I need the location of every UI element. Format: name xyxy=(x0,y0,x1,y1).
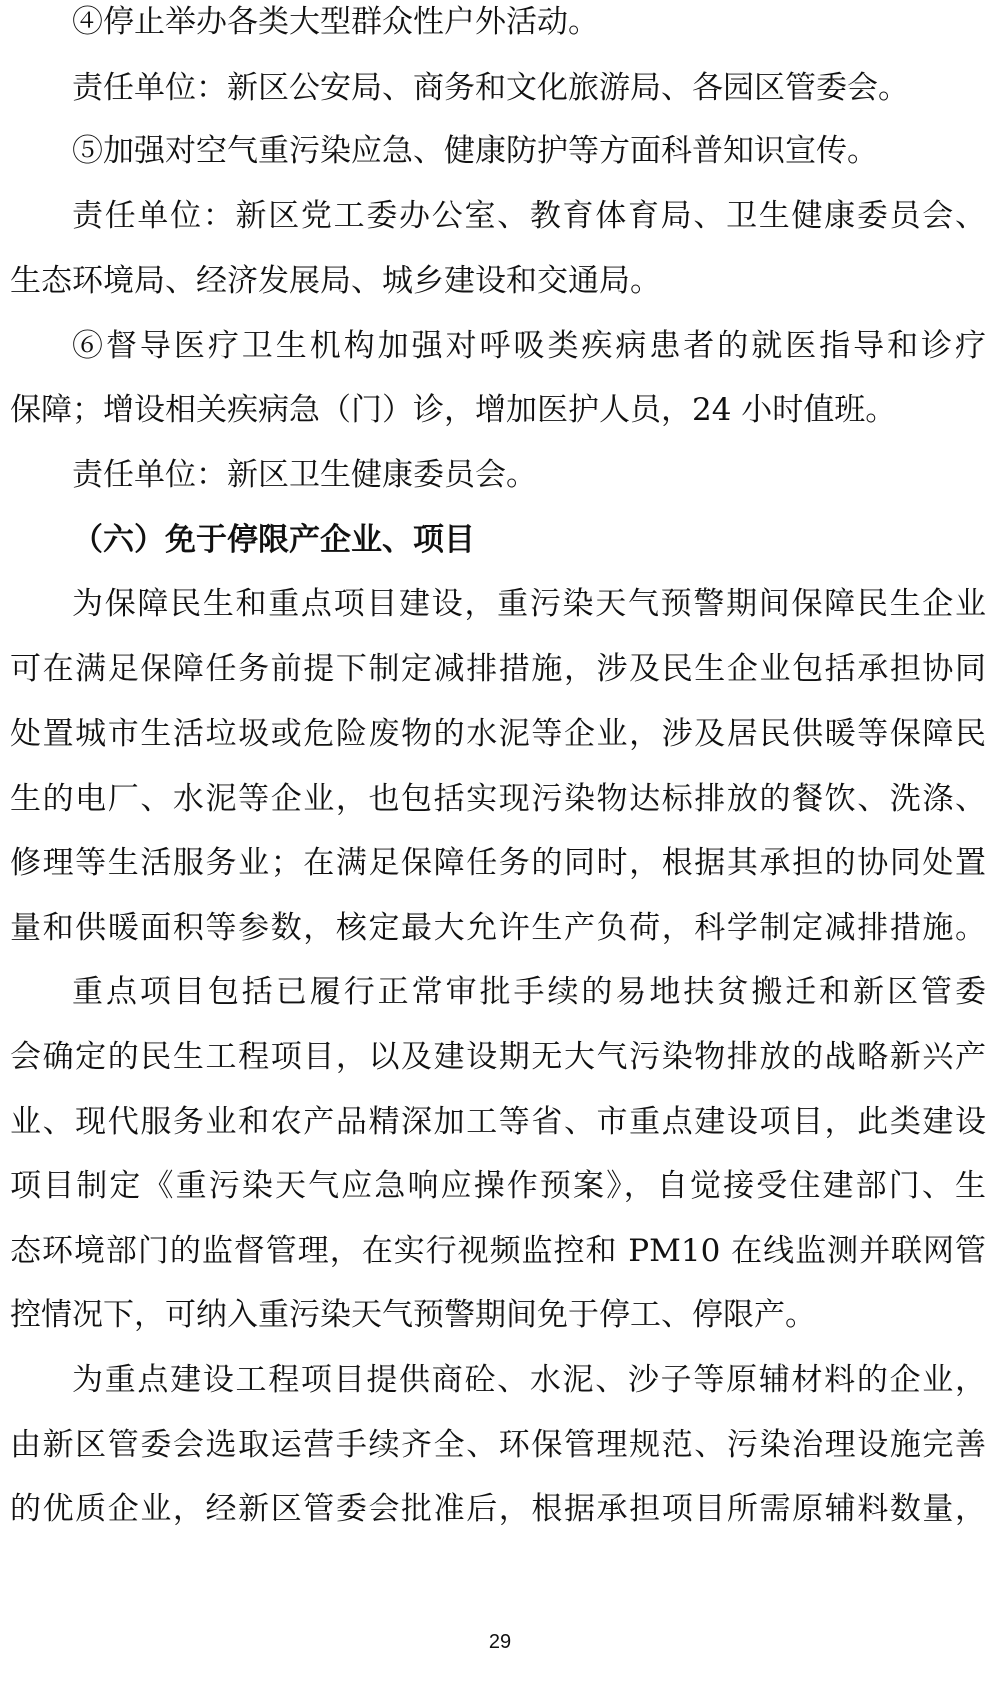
text-line: 责任单位：新区卫生健康委员会。 xyxy=(72,457,537,493)
text-line: ④停止举办各类大型群众性户外活动。 xyxy=(72,4,599,40)
text-line: 态环境部门的监督管理，在实行视频监控和 PM10 在线监测并联网管 xyxy=(10,1233,986,1269)
text-line: 项目制定《重污染天气应急响应操作预案》，自觉接受住建部门、生 xyxy=(10,1168,986,1204)
text-line: 会确定的民生工程项目，以及建设期无大气污染物排放的战略新兴产 xyxy=(10,1039,986,1075)
text-line: 生态环境局、经济发展局、城乡建设和交通局。 xyxy=(10,263,661,299)
text-line: 生的电厂、水泥等企业，也包括实现污染物达标排放的餐饮、洗涤、 xyxy=(10,781,986,817)
text-line: 保障；增设相关疾病急（门）诊，增加医护人员，24 小时值班。 xyxy=(10,392,897,428)
text-line: 业、现代服务业和农产品精深加工等省、市重点建设项目，此类建设 xyxy=(10,1104,986,1140)
text-line: 重点项目包括已履行正常审批手续的易地扶贫搬迁和新区管委 xyxy=(72,974,986,1010)
text-line: 的优质企业，经新区管委会批准后，根据承担项目所需原辅料数量， xyxy=(10,1491,986,1527)
text-line: 控情况下，可纳入重污染天气预警期间免于停工、停限产。 xyxy=(10,1297,816,1333)
text-line: 可在满足保障任务前提下制定减排措施，涉及民生企业包括承担协同 xyxy=(10,651,986,687)
text-line: ⑤加强对空气重污染应急、健康防护等方面科普知识宣传。 xyxy=(72,133,878,169)
text-line: 为重点建设工程项目提供商砼、水泥、沙子等原辅材料的企业， xyxy=(72,1362,986,1398)
text-line: 修理等生活服务业；在满足保障任务的同时，根据其承担的协同处置 xyxy=(10,845,986,881)
text-line: 责任单位：新区党工委办公室、教育体育局、卫生健康委员会、 xyxy=(72,198,986,234)
text-line: 责任单位：新区公安局、商务和文化旅游局、各园区管委会。 xyxy=(72,70,909,106)
text-line: 为保障民生和重点项目建设，重污染天气预警期间保障民生企业 xyxy=(72,586,986,622)
section-heading: （六）免于停限产企业、项目 xyxy=(72,522,475,558)
text-line: 处置城市生活垃圾或危险废物的水泥等企业，涉及居民供暖等保障民 xyxy=(10,716,986,752)
page-number: 29 xyxy=(488,1631,512,1653)
text-line: ⑥督导医疗卫生机构加强对呼吸类疾病患者的就医指导和诊疗 xyxy=(72,328,986,364)
text-line: 量和供暖面积等参数，核定最大允许生产负荷，科学制定减排措施。 xyxy=(10,910,986,946)
text-line: 由新区管委会选取运营手续齐全、环保管理规范、污染治理设施完善 xyxy=(10,1427,986,1463)
